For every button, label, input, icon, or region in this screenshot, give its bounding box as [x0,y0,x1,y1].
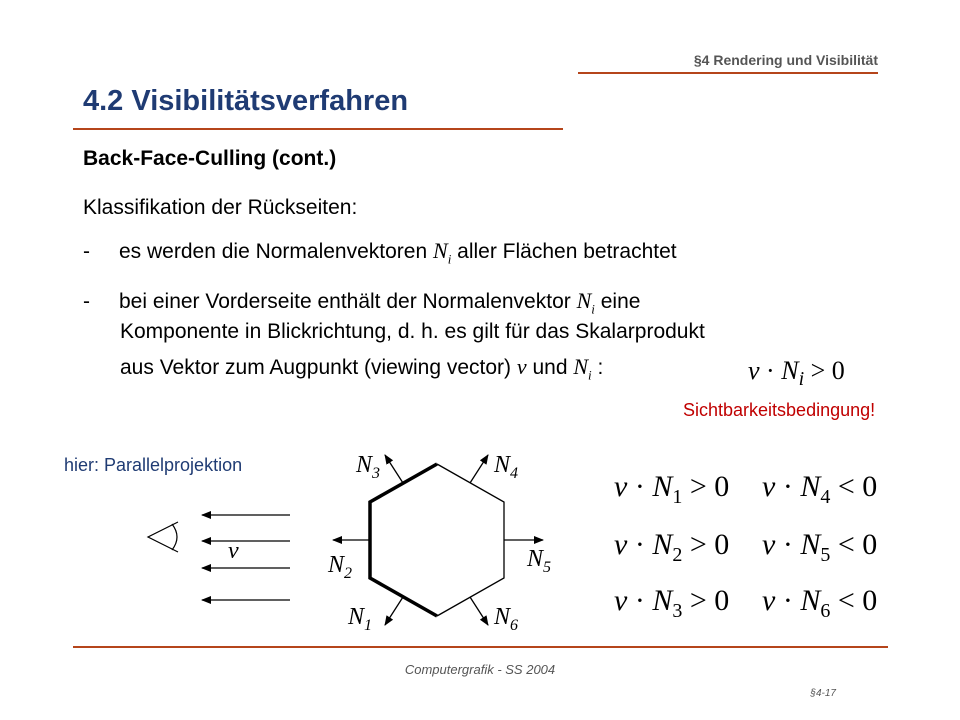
visibility-condition-formula: $v \cdot N_i > 0$ [748,356,845,391]
normal-arrow-n3 [385,455,403,483]
intro-text: Klassifikation der Rückseiten: [83,196,358,219]
normal-label-n2: $N_2$ [328,552,353,582]
formula-n5: $v \cdot N_5 < 0$ [762,528,878,566]
bullet-2-line-1: - bei einer Vorderseite enthält der Normalenvektor $N_i$ eine [83,288,641,317]
footer-rule [73,646,888,648]
view-var: v [516,354,527,379]
normal-arrow-n1 [385,597,403,625]
normal-label-n5: $N_5$ [527,546,552,576]
formula-n6: $v \cdot N_6 < 0$ [762,584,878,622]
normal-arrow-n4 [470,455,488,483]
formula-n2: $v \cdot N_2 > 0$ [614,528,730,566]
normal-arrow-n6 [470,597,488,625]
normal-var: $N_i$ [433,238,452,267]
section-header: §4 Rendering und Visibilität [693,52,878,68]
bullet-1: - es werden die Normalenvektoren $N_i$ aller Flächen betrachtet [83,238,677,267]
visibility-condition-label: Sichtbarkeitsbedingung! [683,400,876,420]
normal-label-n4: $N_4$ [494,452,519,482]
page-number: §4-17 [810,688,836,699]
footer-course: Computergrafik - SS 2004 [404,662,556,677]
bullet-dash: - [83,240,90,263]
formula-n4: $v \cdot N_4 < 0$ [762,470,878,508]
formula-n3: $v \cdot N_3 > 0$ [614,584,730,622]
normal-var: $N_i$ [573,354,592,383]
bullet-2-line-2: Komponente in Blickrichtung, d. h. es gilt für das Skalarprodukt [120,320,705,343]
hexagon-front-faces [370,464,437,616]
projection-label: hier: Parallelprojektion [64,455,243,475]
hexagon-back-faces [437,464,504,616]
normal-var: $N_i$ [576,288,595,317]
slide-subtitle: Back-Face-Culling (cont.) [83,147,337,170]
view-vector-label: v [228,538,239,564]
formula-n1: $v \cdot N_1 > 0$ [614,470,730,508]
bullet-2-line-3: aus Vektor zum Augpunkt (viewing vector) v und $N_i$ : [120,354,604,383]
eye-lens [172,524,177,550]
slide-title: 4.2 Visibilitätsverfahren [83,85,409,117]
normal-label-n1: $N_1$ [348,604,373,634]
bullet-dash: - [83,290,90,313]
normal-label-n6: $N_6$ [494,604,519,634]
normal-label-n3: $N_3$ [356,452,381,482]
